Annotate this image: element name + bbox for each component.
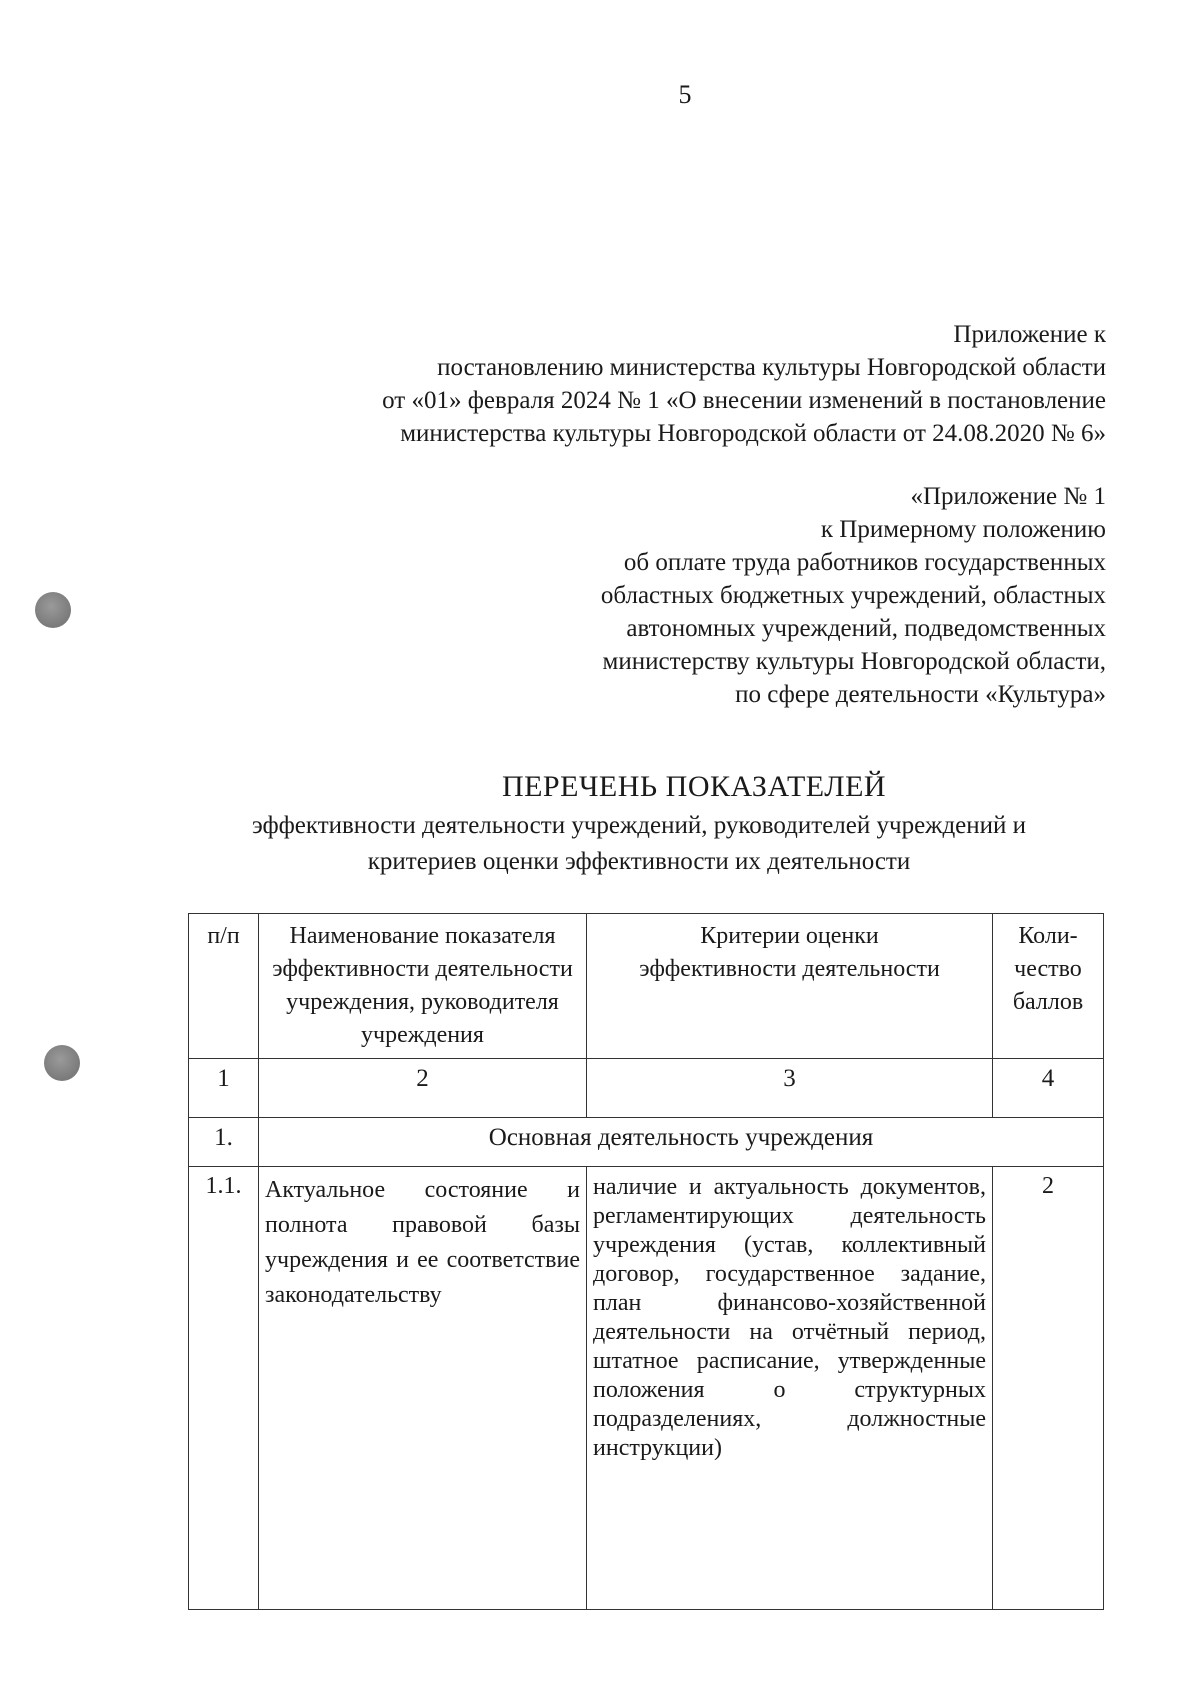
header-criteria: Критерии оценки эффективности деятельности (587, 914, 993, 1059)
table-row (189, 1167, 1104, 1610)
document-subtitle (0, 808, 1200, 880)
row-indicator: Актуальное состояние и полнота правовой базы учреждения и ее соответствие законодательству (259, 1167, 587, 1610)
row-score: 2 (993, 1167, 1104, 1610)
appendix-sub-line: областных бюджетных учреждений, областных (600, 582, 1106, 609)
column-number: 2 (259, 1059, 587, 1118)
appendix-sub-line: автономных учреждений, подведомственных (626, 615, 1106, 642)
subtitle-line: эффективности деятельности учреждений, руководителей учреждений и (251, 812, 1027, 839)
header-indicator: Наименование показателя эффективности деятельности учреждения, руководителя учреждения (259, 914, 587, 1059)
column-number-row (189, 1059, 1104, 1118)
section-row (189, 1118, 1104, 1167)
indicators-table (188, 913, 1104, 1610)
table-header-row (189, 914, 1104, 1059)
appendix-subheader (601, 480, 1106, 711)
section-name: Основная деятельность учреждения (259, 1118, 1104, 1167)
punch-hole (35, 592, 71, 628)
appendix-header-line: от «01» февраля 2024 № 1 «О внесении изменений в постановление (382, 387, 1106, 414)
section-number: 1. (189, 1118, 259, 1167)
appendix-sub-line: «Приложение № 1 (910, 483, 1106, 510)
appendix-sub-line: министерству культуры Новгородской области, (602, 648, 1106, 675)
header-number: п/п (189, 914, 259, 1059)
document-title: ПЕРЕЧЕНЬ ПОКАЗАТЕЛЕЙ (501, 770, 887, 803)
appendix-header-line: Приложение к (953, 321, 1106, 348)
punch-hole (44, 1045, 80, 1081)
appendix-header (382, 318, 1106, 450)
column-number: 1 (189, 1059, 259, 1118)
appendix-sub-line: об оплате труда работников государственных (623, 549, 1106, 576)
header-score: Коли-чество баллов (993, 914, 1104, 1059)
appendix-sub-line: к Примерному положению (820, 516, 1106, 543)
row-number: 1.1. (189, 1167, 259, 1610)
column-number: 4 (993, 1059, 1104, 1118)
appendix-sub-line: по сфере деятельности «Культура» (735, 681, 1106, 708)
row-criteria: наличие и актуальность документов, регламентирующих деятельность учреждения (устав, коллективный договор, государственное задание, план финансово-хозяйственной деятельности на отчётный период, штатное расписание, утвержденные положения о структурных подразделениях, должностные инструкции) (587, 1167, 993, 1610)
appendix-header-line: постановлению министерства культуры Новгородской области (437, 354, 1106, 381)
page-number: 5 (678, 80, 692, 109)
column-number: 3 (587, 1059, 993, 1118)
appendix-header-line: министерства культуры Новгородской области от 24.08.2020 № 6» (400, 420, 1106, 447)
subtitle-line: критериев оценки эффективности их деятельности (367, 848, 911, 875)
